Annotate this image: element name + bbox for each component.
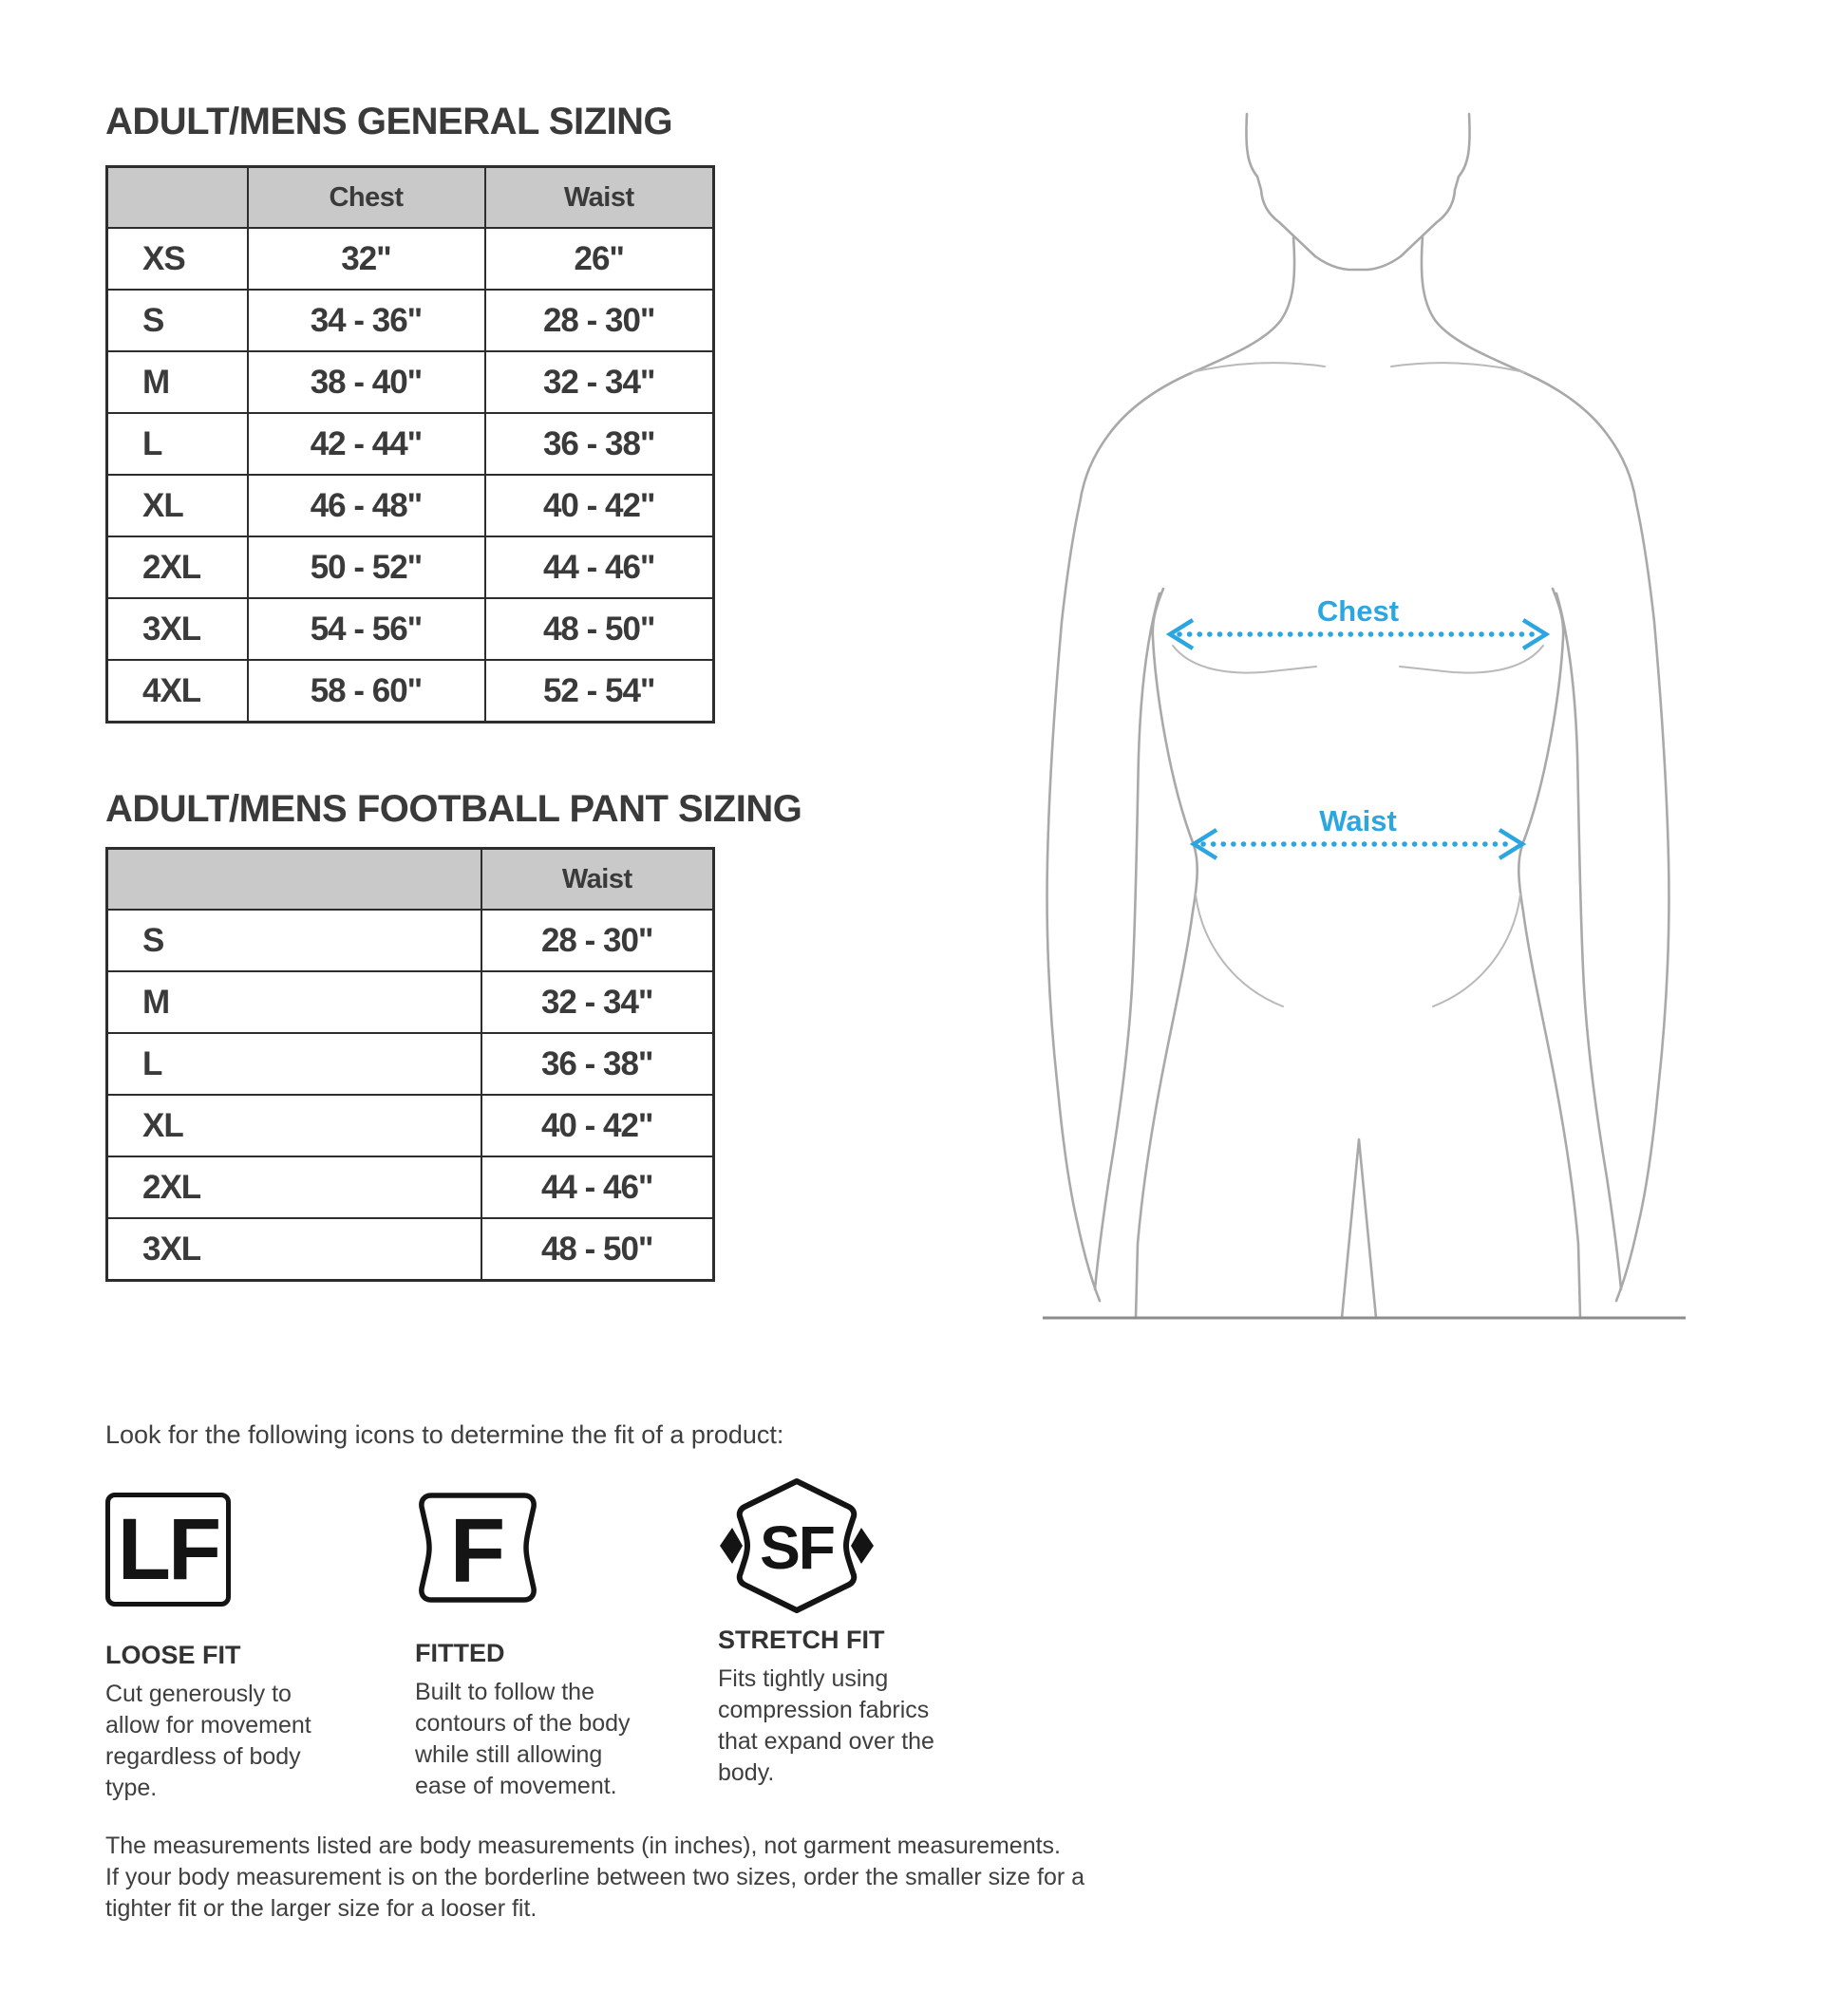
figure-left-inner-arm (1095, 593, 1160, 1289)
general-sizing-table (105, 165, 715, 724)
measurement-note-line: The measurements listed are body measurements (in inches), not garment measurements. (105, 1832, 1062, 1859)
table-row (107, 1033, 714, 1095)
size-label: S (107, 290, 248, 351)
waist-value: 48 - 50" (481, 1218, 714, 1281)
stretch-right-diamond-icon (851, 1528, 874, 1564)
table-row (107, 971, 714, 1033)
waist-value: 36 - 38" (481, 1033, 714, 1095)
general-header-chest: Chest (248, 167, 485, 229)
chest-value: 34 - 36" (248, 290, 485, 351)
measurement-note (105, 1831, 1084, 1925)
pant-sizing-table (105, 847, 715, 1282)
table-row (107, 910, 714, 971)
size-label: XL (107, 1095, 481, 1156)
waist-value: 40 - 42" (485, 475, 714, 536)
figure-head-outline (1246, 114, 1469, 270)
size-label: XL (107, 475, 248, 536)
size-label: 2XL (107, 536, 248, 598)
stretch-fit-description: Fits tightly using compression fabrics that expand over the body. (718, 1665, 934, 1786)
fitted-icon-letter: F (449, 1499, 506, 1602)
table-row (107, 475, 714, 536)
waist-value: 26" (485, 228, 714, 290)
table-row (107, 1095, 714, 1156)
figure-right-torso-leg (1518, 589, 1580, 1318)
chest-value: 32" (248, 228, 485, 290)
waist-measure-label: Waist (1319, 804, 1397, 837)
chest-measure-label: Chest (1316, 594, 1400, 628)
stretch-fit-column (718, 1477, 965, 1789)
measurement-note-line: tighter fit or the larger size for a looser fit. (105, 1895, 537, 1922)
table-header-row (107, 167, 714, 229)
loose-fit-column (105, 1477, 343, 1804)
waist-value: 52 - 54" (485, 660, 714, 723)
table-row (107, 290, 714, 351)
figure-right-hip-line (1433, 894, 1520, 1006)
size-label: L (107, 1033, 481, 1095)
chest-arrow-right-head-icon (1523, 620, 1546, 648)
loose-fit-icon-letters: LF (117, 1500, 219, 1598)
fitted-column (415, 1477, 662, 1802)
size-label: M (107, 351, 248, 413)
chest-value: 54 - 56" (248, 598, 485, 660)
stretch-fit-title: STRETCH FIT (718, 1626, 885, 1654)
size-label: 3XL (107, 1218, 481, 1281)
table-row (107, 1156, 714, 1218)
loose-fit-description: Cut generously to allow for movement regardless of body type. (105, 1681, 311, 1801)
table-row (107, 228, 714, 290)
fitted-description: Built to follow the contours of the body while still allowing ease of movement. (415, 1679, 631, 1799)
chest-value: 42 - 44" (248, 413, 485, 475)
fitted-icon-box (415, 1491, 662, 1639)
table-row (107, 351, 714, 413)
figure-left-hip-line (1196, 894, 1283, 1006)
waist-value: 32 - 34" (481, 971, 714, 1033)
figure-inner-legs (1342, 1139, 1376, 1318)
stretch-fit-icon (718, 1477, 876, 1614)
figure-left-chest-line (1173, 646, 1316, 673)
general-header-waist: Waist (485, 167, 714, 229)
size-label: L (107, 413, 248, 475)
table-row (107, 660, 714, 723)
waist-value: 48 - 50" (485, 598, 714, 660)
waist-value: 32 - 34" (485, 351, 714, 413)
general-sizing-title: ADULT/MENS GENERAL SIZING (105, 101, 673, 142)
fitted-icon (415, 1491, 540, 1605)
stretch-fit-icon-box (718, 1477, 965, 1626)
table-row (107, 413, 714, 475)
size-label: 4XL (107, 660, 248, 723)
chest-value: 50 - 52" (248, 536, 485, 598)
general-header-empty (107, 167, 248, 229)
body-measurement-diagram (1026, 76, 1690, 1329)
size-label: S (107, 910, 481, 971)
waist-value: 40 - 42" (481, 1095, 714, 1156)
loose-fit-icon-box (105, 1493, 343, 1641)
size-label: 2XL (107, 1156, 481, 1218)
table-row (107, 536, 714, 598)
measurement-note-line: If your body measurement is on the borderline between two sizes, order the smaller size for a (105, 1864, 1085, 1890)
figure-right-chest-line (1400, 646, 1543, 673)
stretch-left-diamond-icon (720, 1528, 743, 1564)
table-row (107, 598, 714, 660)
waist-value: 44 - 46" (481, 1156, 714, 1218)
loose-fit-title: LOOSE FIT (105, 1641, 241, 1669)
figure-left-torso-leg (1136, 589, 1197, 1318)
stretch-fit-icon-letters: SF (760, 1513, 834, 1582)
waist-value: 28 - 30" (481, 910, 714, 971)
fit-intro-text: Look for the following icons to determine the fit of a product: (105, 1420, 784, 1449)
pant-header-waist: Waist (481, 849, 714, 911)
chest-value: 58 - 60" (248, 660, 485, 723)
size-label: XS (107, 228, 248, 290)
size-label: 3XL (107, 598, 248, 660)
size-label: M (107, 971, 481, 1033)
fitted-title: FITTED (415, 1639, 505, 1667)
chest-value: 38 - 40" (248, 351, 485, 413)
chest-value: 46 - 48" (248, 475, 485, 536)
table-row (107, 1218, 714, 1281)
figure-right-inner-arm (1556, 593, 1621, 1289)
loose-fit-icon (105, 1493, 231, 1607)
pant-sizing-title: ADULT/MENS FOOTBALL PANT SIZING (105, 788, 802, 830)
waist-value: 44 - 46" (485, 536, 714, 598)
waist-value: 36 - 38" (485, 413, 714, 475)
waist-value: 28 - 30" (485, 290, 714, 351)
pant-header-empty (107, 849, 481, 911)
table-header-row (107, 849, 714, 911)
